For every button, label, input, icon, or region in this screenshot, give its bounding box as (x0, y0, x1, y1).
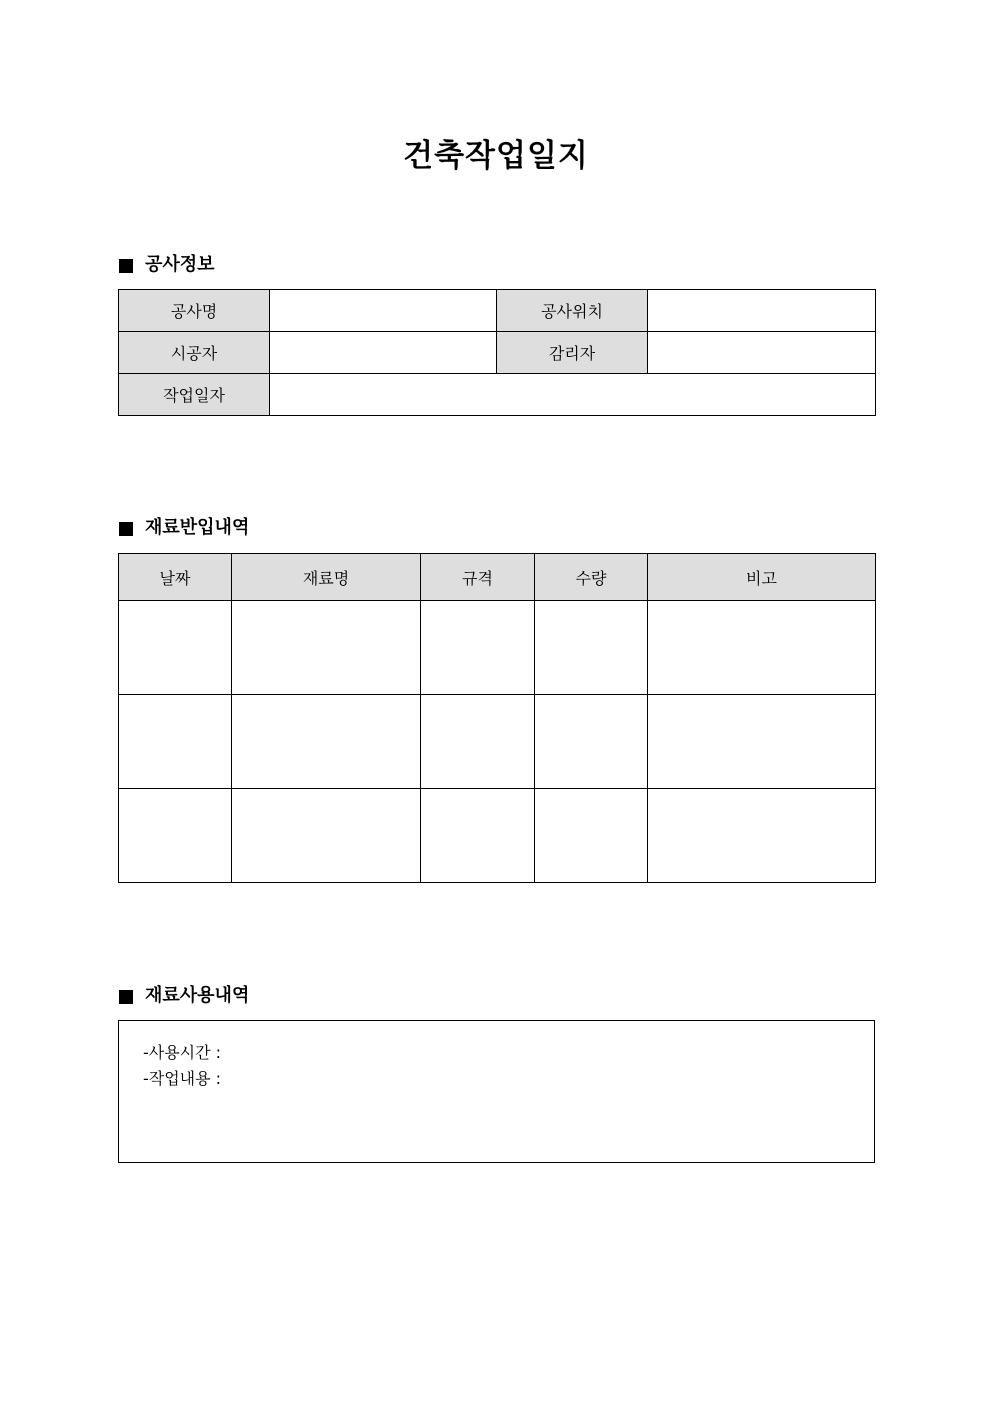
table-row (119, 601, 876, 695)
table-header-row (119, 554, 876, 601)
section-heading-project-info (119, 253, 215, 277)
remarks-cell[interactable] (648, 695, 876, 789)
project-name-field[interactable] (270, 290, 497, 332)
table-row (119, 332, 876, 374)
project-location-field[interactable] (648, 290, 876, 332)
project-location-label: 공사위치 (497, 290, 648, 332)
column-header-remarks: 비고 (648, 554, 876, 601)
contractor-label: 시공자 (119, 332, 270, 374)
supervisor-label: 감리자 (497, 332, 648, 374)
supervisor-field[interactable] (648, 332, 876, 374)
work-date-field[interactable] (270, 374, 876, 416)
remarks-cell[interactable] (648, 789, 876, 883)
table-row (119, 290, 876, 332)
page-title: 건축작업일지 (403, 138, 589, 174)
quantity-cell[interactable] (535, 695, 648, 789)
spec-cell[interactable] (421, 789, 535, 883)
table-row (119, 374, 876, 416)
project-info-table (118, 289, 876, 416)
quantity-cell[interactable] (535, 789, 648, 883)
material-name-cell[interactable] (232, 789, 421, 883)
work-content-label: -작업내용 : (143, 1069, 222, 1088)
remarks-cell[interactable] (648, 601, 876, 695)
project-name-label: 공사명 (119, 290, 270, 332)
date-cell[interactable] (119, 601, 232, 695)
black-square-icon (119, 990, 133, 1004)
black-square-icon (119, 259, 133, 273)
contractor-field[interactable] (270, 332, 497, 374)
spec-cell[interactable] (421, 601, 535, 695)
black-square-icon (119, 522, 133, 536)
table-row (119, 695, 876, 789)
usage-time-label: -사용시간 : (143, 1043, 222, 1062)
material-delivery-table (118, 553, 876, 883)
material-usage-box[interactable] (118, 1020, 875, 1163)
material-name-cell[interactable] (232, 695, 421, 789)
column-header-quantity: 수량 (535, 554, 648, 601)
date-cell[interactable] (119, 695, 232, 789)
date-cell[interactable] (119, 789, 232, 883)
column-header-date: 날짜 (119, 554, 232, 601)
section-heading-label: 재료사용내역 (145, 985, 250, 1006)
material-name-cell[interactable] (232, 601, 421, 695)
section-heading-label: 공사정보 (145, 254, 215, 275)
section-heading-material-delivery (119, 516, 249, 540)
section-heading-material-usage (119, 984, 249, 1008)
spec-cell[interactable] (421, 695, 535, 789)
table-row (119, 789, 876, 883)
column-header-spec: 규격 (421, 554, 535, 601)
section-heading-label: 재료반입내역 (145, 517, 250, 538)
quantity-cell[interactable] (535, 601, 648, 695)
column-header-material-name: 재료명 (232, 554, 421, 601)
work-date-label: 작업일자 (119, 374, 270, 416)
